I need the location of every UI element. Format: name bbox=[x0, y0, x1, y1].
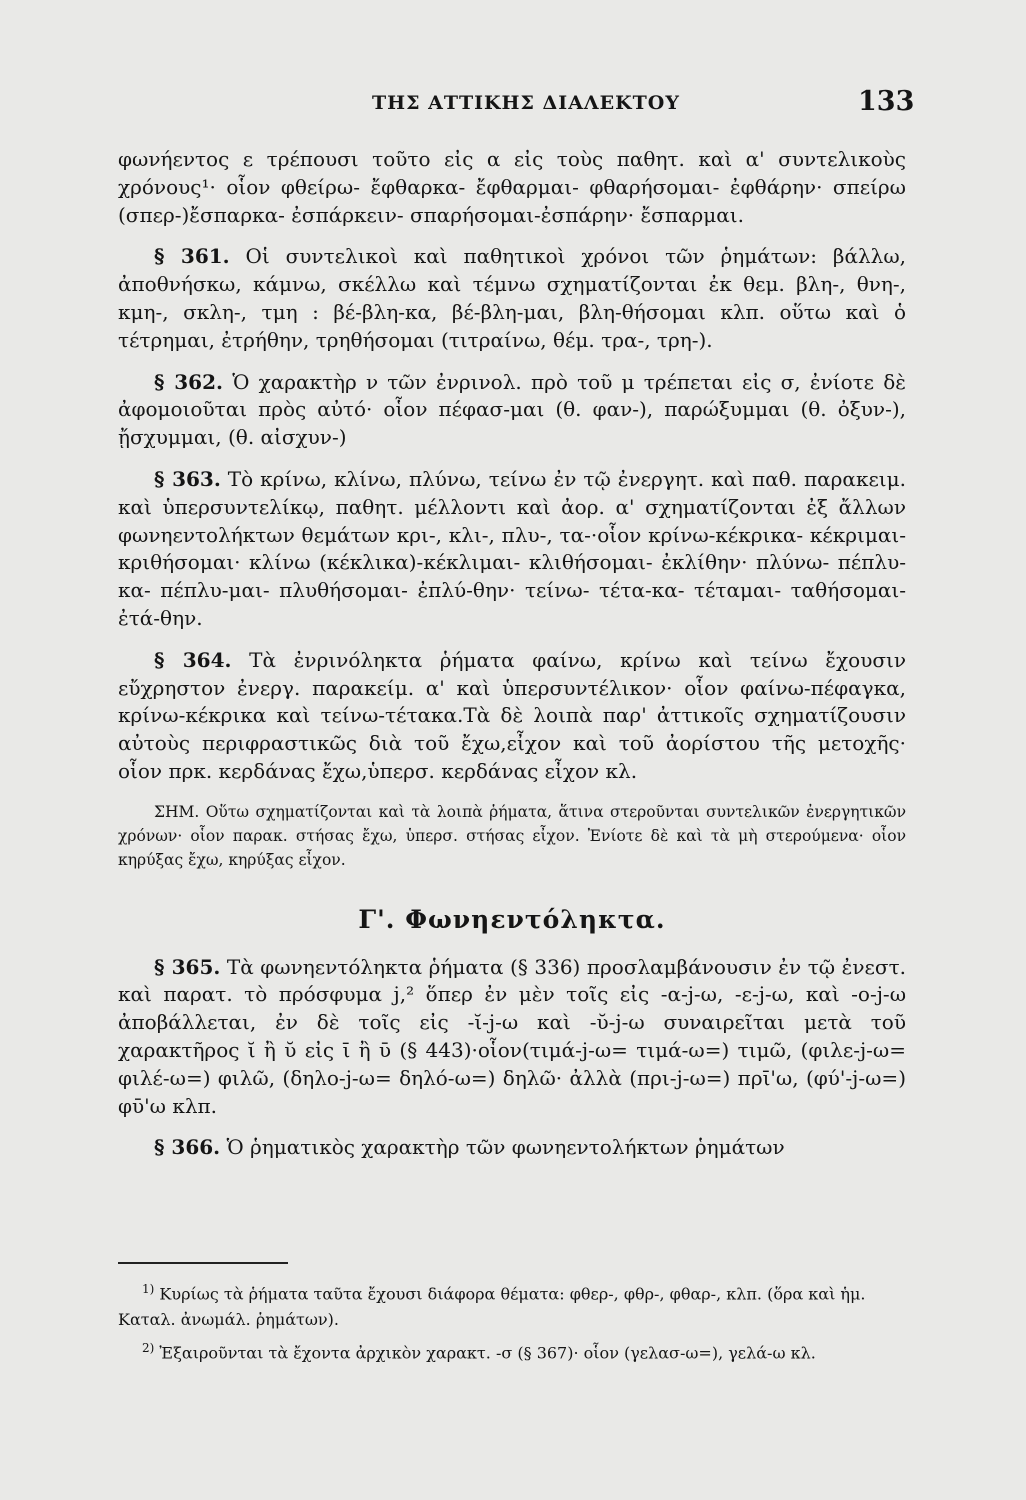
section-number: § 365. bbox=[154, 954, 221, 979]
section-365 bbox=[118, 954, 906, 1121]
footnote-1 bbox=[118, 1276, 906, 1333]
section-number: § 362. bbox=[154, 369, 223, 394]
section-text: Τὰ ἐνρινόληκτα ῥήματα φαίνω, κρίνω καὶ τείνω ἔχουσιν εὔχρηστον ἐνεργ. παρακείμ. α' καὶ ὑπερσυντέλικον· οἷον φαίνω-πέφαγκα, κρίνω-κέκρικα καὶ τείνω-τέτακα.Τὰ δὲ λοιπὰ παρ' ἀττικοῖς σχηματίζουσιν αὐτοὺς περιφραστικῶς διὰ τοῦ ἔχω,εἶχον καὶ τοῦ ἀορίστου τῆς μετοχῆς· οἷον πρκ. κερδάνας ἔχω,ὑπερσ. κερδάνας εἶχον κλ. bbox=[118, 647, 907, 783]
section-heading: Γ'. Φωνηεντόληκτα. bbox=[358, 904, 666, 934]
footnote-text: Κυρίως τὰ ῥήματα ταῦτα ἔχουσι διάφορα θέματα: φθερ-, φθρ-, φθαρ-, κλπ. (ὅρα καὶ ἡμ. Καταλ. ἀνωμάλ. ῥημάτων). bbox=[118, 1284, 866, 1330]
main-text bbox=[118, 146, 906, 1162]
footnote-text: Ἐξαιροῦνται τὰ ἔχοντα ἀρχικὸν χαρακτ. -σ (§ 367)· οἷον (γελασ-ω=), γελά-ω κλ. bbox=[159, 1343, 816, 1363]
section-362 bbox=[118, 369, 906, 452]
section-361 bbox=[118, 243, 906, 354]
page-number: 133 bbox=[858, 86, 915, 117]
page-header bbox=[0, 84, 1026, 124]
section-text: Ὁ χαρακτὴρ ν τῶν ἐνρινολ. πρὸ τοῦ μ τρέπεται εἰς σ, ἐνίοτε δὲ ἀφομοιοῦται πρὸς αὐτό· οἷον πέφασ-μαι (θ. φαν-), παρώξυμμαι (θ. ὀξυν-), ᾔσχυμμαι, (θ. αἰσχυν-) bbox=[118, 369, 907, 450]
section-number: § 366. bbox=[154, 1135, 221, 1160]
section-number: § 361. bbox=[154, 244, 230, 269]
section-text: Οἱ συντελικοὶ καὶ παθητικοὶ χρόνοι τῶν ῥημάτων: βάλλω, ἀποθνήσκω, κάμνω, σκέλλω καὶ τέμνω σχηματίζονται ἐκ θεμ. βλη-, θνη-, κμη-, σκλη-, τμη : βέ-βλη-κα, βέ-βλη-μαι, βλη-θήσομαι κλπ. οὕτω καὶ ὁ τέτρημαι, ἐτρήθην, τρηθήσομαι (τιτραίνω, θέμ. τρα-, τρη-). bbox=[118, 244, 906, 352]
running-title: ΤΗΣ ΑΤΤΙΚΗΣ ΔΙΑΛΕΚΤΟΥ bbox=[372, 92, 680, 114]
section-363 bbox=[118, 466, 906, 633]
section-text: Τὸ κρίνω, κλίνω, πλύνω, τείνω ἐν τῷ ἐνεργητ. καὶ παθ. παρακειμ. καὶ ὑπερσυντελίκῳ, παθητ. μέλλοντι καὶ ἀορ. α' σχηματίζονται ἐξ ἄλλων φωνηεντολήκτων θεμάτων κρι-, κλι-, πλυ-, τα-·οἷον κρίνω-κέκρικα- κέκριμαι-κριθήσομαι· κλίνω (κέκλικα)-κέκλιμαι- κλιθήσομαι- ἐκλίθην· πλύνω- πέπλυ-κα- πέπλυ-μαι- πλυθήσομαι- ἐπλύ-θην· τείνω- τέτα-κα- τέταμαι- ταθήσομαι- ἐτά-θην. bbox=[118, 466, 906, 630]
intro-paragraph: φωνήεντος ε τρέπουσι τοῦτο εἰς α εἰς τοὺς παθητ. καὶ α' συντελικοὺς χρόνους¹· οἷον φθείρω- ἔφθαρκα- ἔφθαρμαι- φθαρήσομαι- ἐφθάρην· σπείρω (σπερ-)ἔσπαρκα- ἐσπάρκειν- σπαρήσομαι-ἐσπάρην· ἔσπαρμαι. bbox=[118, 147, 906, 227]
section-366 bbox=[118, 1134, 906, 1162]
footnote-mark: 1) bbox=[142, 1282, 155, 1296]
note-paragraph: ΣΗΜ. Οὕτω σχηματίζονται καὶ τὰ λοιπὰ ῥήματα, ἅτινα στεροῦνται συντελικῶν ἐνεργητικῶν χρόνων· οἷον παρακ. στήσας ἔχω, ὑπερσ. στήσας εἶχον. Ἐνίοτε δὲ καὶ τὰ μὴ στερούμενα· οἷον κηρύξας ἔχω, κηρύξας εἶχον. bbox=[118, 802, 906, 869]
footnote-rule bbox=[118, 1262, 288, 1264]
footnote-2 bbox=[118, 1335, 906, 1366]
section-text: Ὁ ῥηματικὸς χαρακτὴρ τῶν φωνηεντολήκτων ῥημάτων bbox=[226, 1135, 785, 1160]
section-number: § 364. bbox=[154, 647, 232, 672]
footnotes bbox=[118, 1262, 906, 1369]
footnote-mark: 2) bbox=[142, 1341, 155, 1356]
section-364 bbox=[118, 647, 906, 786]
section-text: Τὰ φωνηεντόληκτα ῥήματα (§ 336) προσλαμβάνουσιν ἐν τῷ ἐνεστ. καὶ παρατ. τὸ πρόσφυμα j,² ὅπερ ἐν μὲν τοῖς εἰς -α-j-ω, -ε-j-ω, καὶ -ο-j-ω ἀποβάλλεται, ἐν δὲ τοῖς εἰς -ῐ-j-ω καὶ -ῠ-j-ω συναιρεῖται μετὰ τοῦ χαρακτῆρος ῐ ἢ ῠ εἰς ῑ ἢ ῡ (§ 443)·οἷον(τιμά-j-ω= τιμά-ω=) τιμῶ, (φιλε-j-ω= φιλέ-ω=) φιλῶ, (δηλο-j-ω= δηλό-ω=) δηλῶ· ἀλλὰ (πρι-j-ω=) πρῑ'ω, (φύ'-j-ω=) φῡ'ω κλπ. bbox=[118, 954, 906, 1118]
section-number: § 363. bbox=[154, 466, 221, 491]
